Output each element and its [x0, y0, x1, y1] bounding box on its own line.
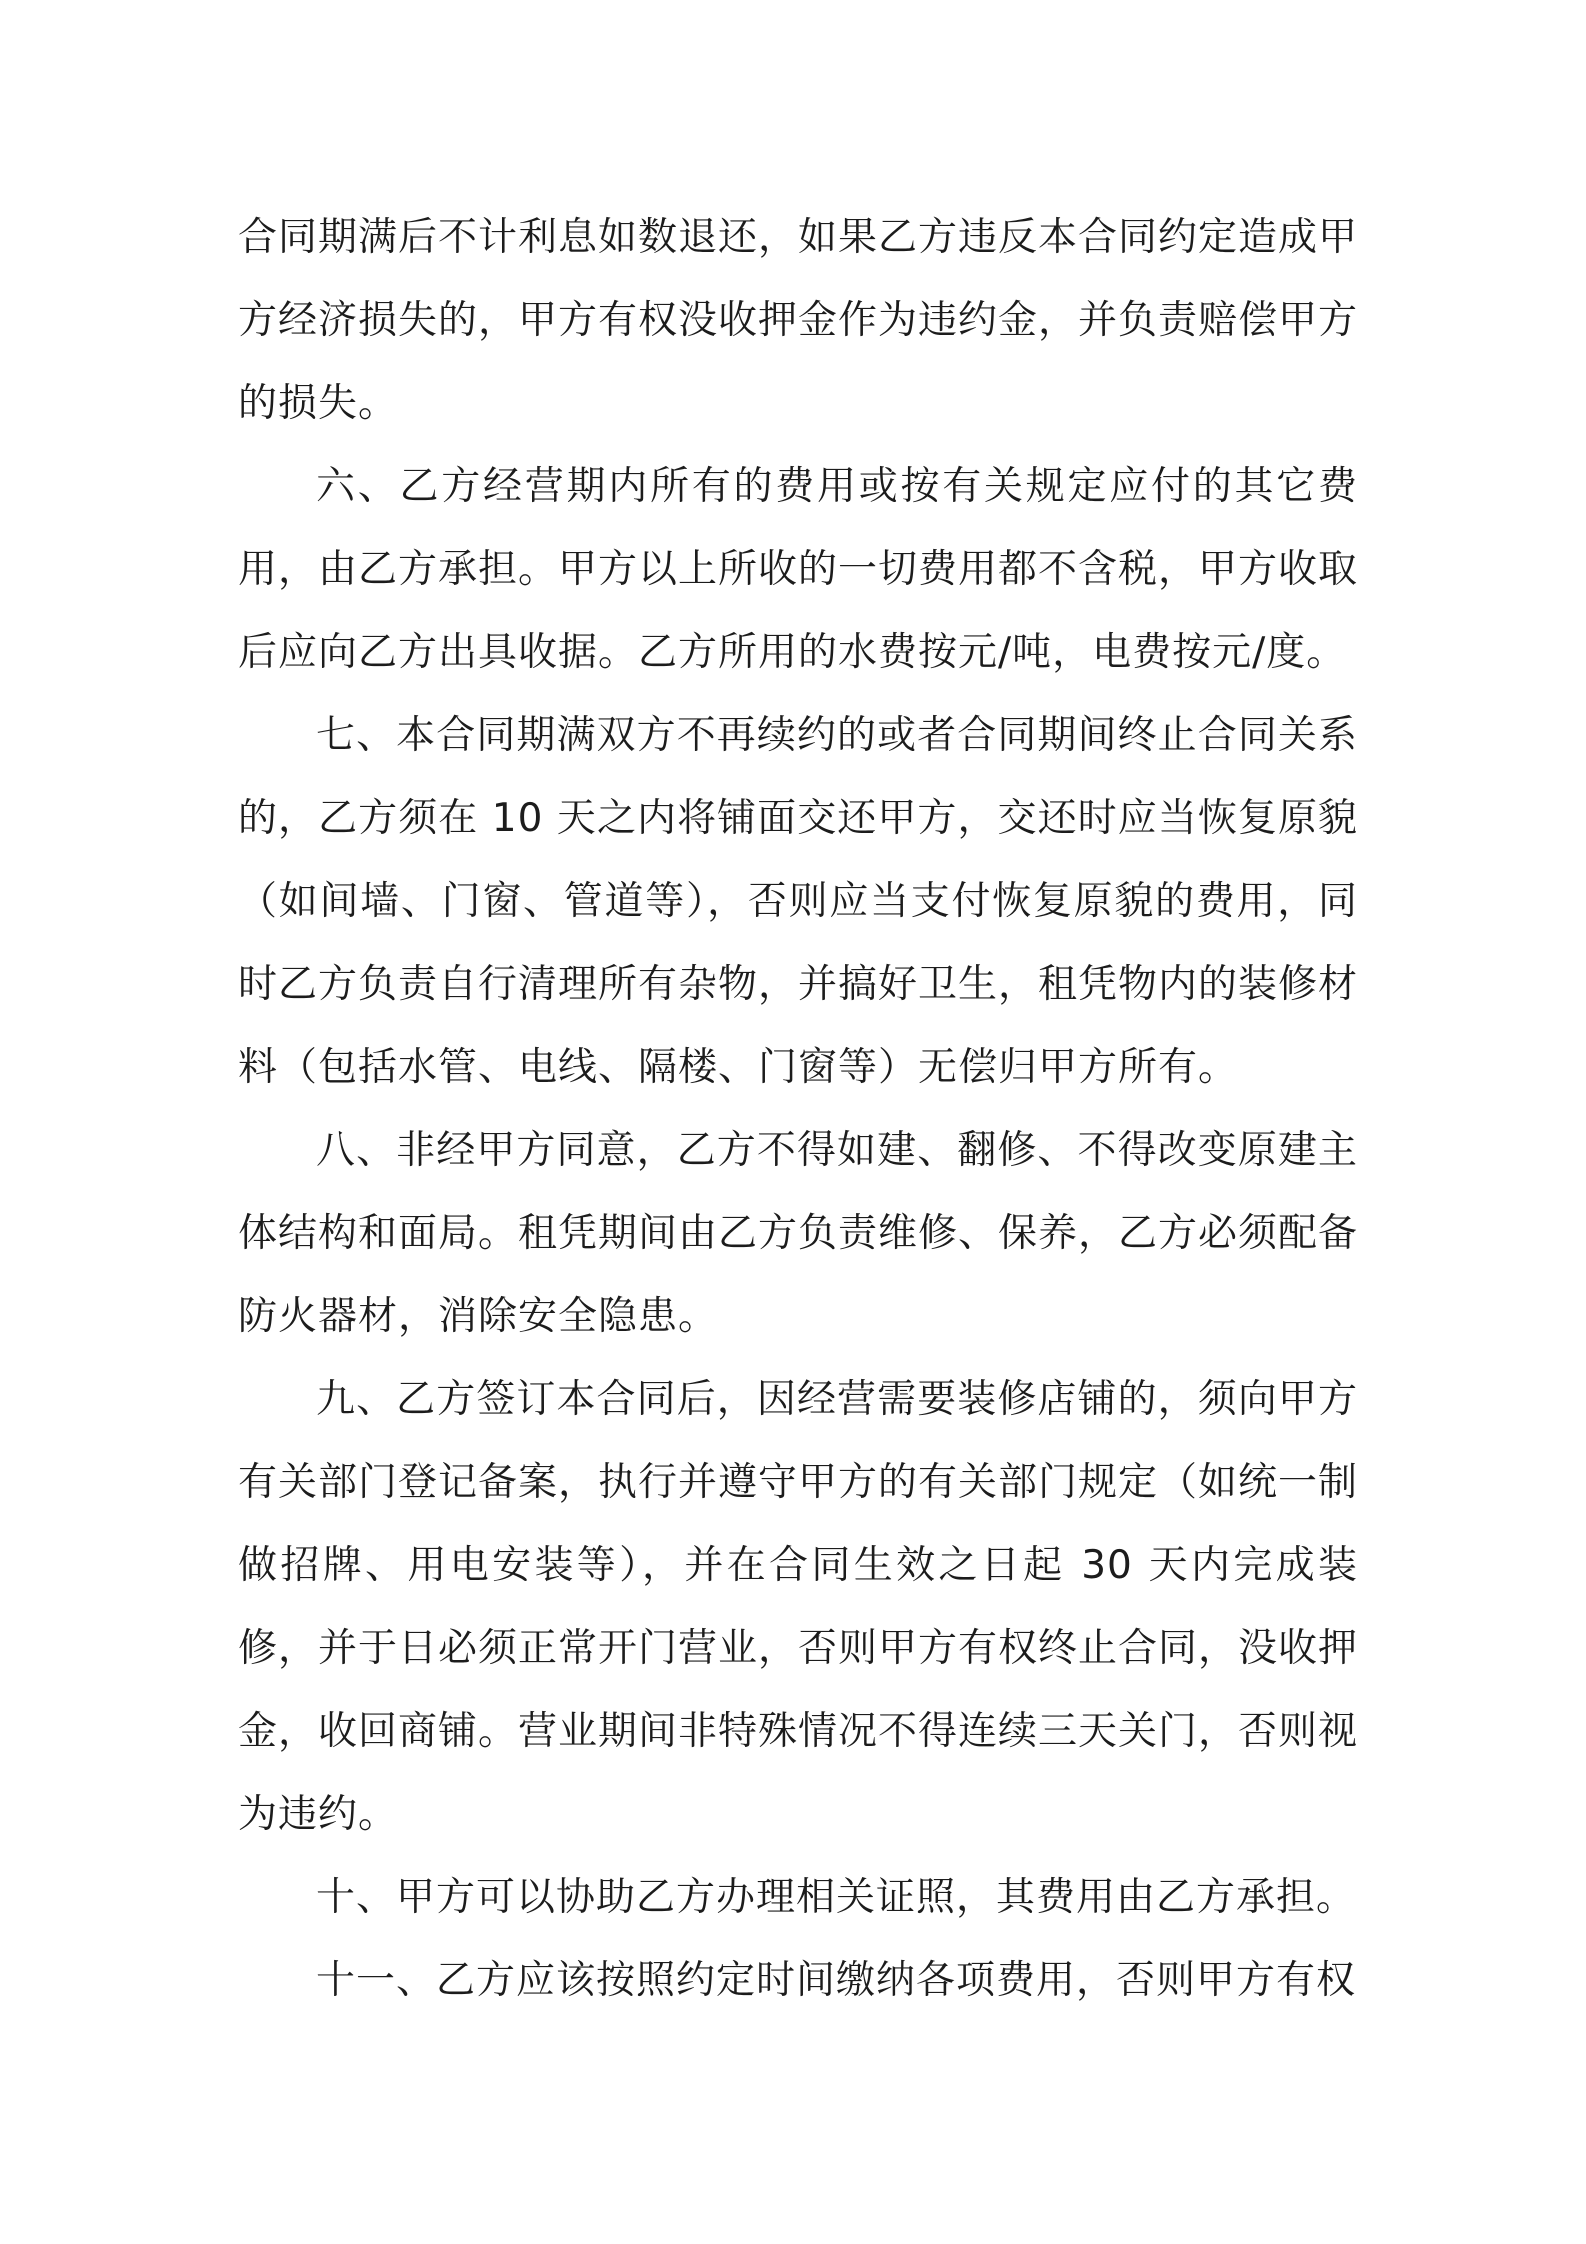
- paragraph-clause-10: 十、甲方可以协助乙方办理相关证照，其费用由乙方承担。: [316, 1875, 1357, 1920]
- paragraph-clause-8: 八、非经甲方同意，乙方不得如建、翻修、不得改变原建主体结构和面局。租凭期间由乙方负责维修、保养，乙方必须配备防火器材，消除安全隐患。: [238, 1128, 1359, 1339]
- paragraph-clause-9: 九、乙方签订本合同后，因经营需要装修店铺的，须向甲方有关部门登记备案，执行并遵守甲方的有关部门规定（如统一制做招牌、用电安装等），并在合同生效之日起 30 天内完成装修，并于日必须正常开门营业，否则甲方有权终止合同，没收押金，收回商铺。营业期间非特殊情况不得连续三天关门，否则视为违约。: [238, 1377, 1359, 1837]
- document-body: [238, 196, 1358, 2022]
- paragraph-clause-11: 十一、乙方应该按照约定时间缴纳各项费用，否则甲方有权: [316, 1958, 1357, 2003]
- paragraph-continuation: 合同期满后不计利息如数退还，如果乙方违反本合同约定造成甲方经济损失的，甲方有权没收押金作为违约金，并负责赔偿甲方的损失。: [238, 215, 1359, 426]
- paragraph-clause-6: 六、乙方经营期内所有的费用或按有关规定应付的其它费用，由乙方承担。甲方以上所收的一切费用都不含税，甲方收取后应向乙方出具收据。乙方所用的水费按元/吨，电费按元/度。: [238, 464, 1359, 675]
- paragraph-clause-7: 七、本合同期满双方不再续约的或者合同期间终止合同关系的，乙方须在 10 天之内将铺面交还甲方，交还时应当恢复原貌（如间墙、门窗、管道等），否则应当支付恢复原貌的费用，同时乙方负责自行清理所有杂物，并搞好卫生，租凭物内的装修材料（包括水管、电线、隔楼、门窗等）无偿归甲方所有。: [238, 713, 1359, 1090]
